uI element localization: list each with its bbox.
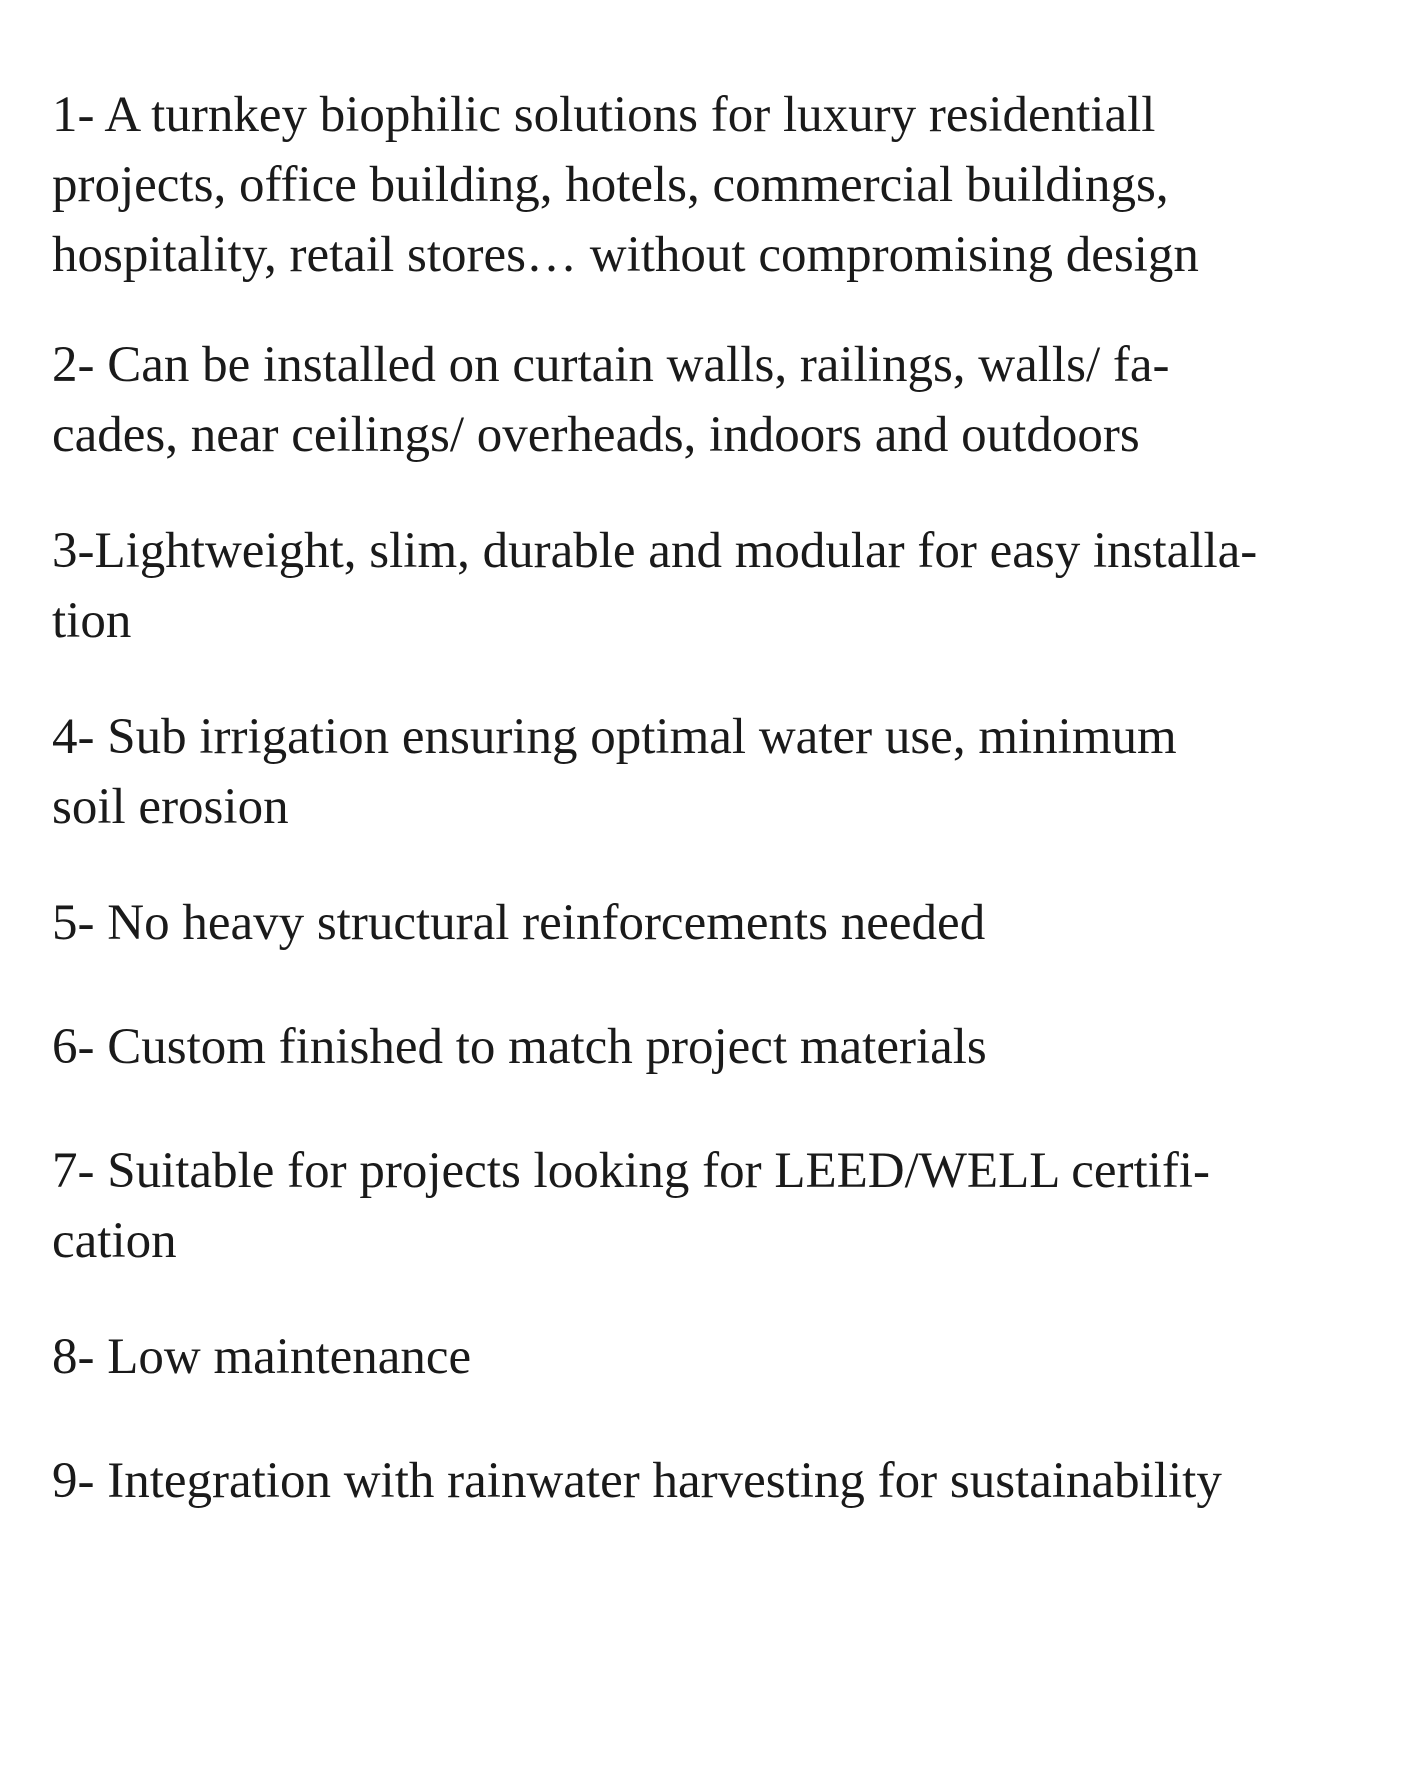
- feature-item-8: [52, 1322, 1372, 1392]
- feature-text-line: 6- Custom finished to match project materials: [52, 1019, 987, 1075]
- feature-item-4: [52, 702, 1372, 842]
- feature-item-5: [52, 888, 1372, 958]
- feature-item-1: [52, 80, 1372, 290]
- feature-text-line: 8- Low maintenance: [52, 1329, 472, 1385]
- feature-text-line: tion: [52, 593, 132, 649]
- feature-item-2: [52, 330, 1372, 470]
- feature-item-7: [52, 1136, 1372, 1276]
- feature-text-line: 9- Integration with rainwater harvesting for sustainability: [52, 1453, 1222, 1509]
- feature-text-line: hospitality, retail stores… without compromising design: [52, 227, 1199, 283]
- feature-text-line: 4- Sub irrigation ensuring optimal water use, minimum: [52, 709, 1177, 765]
- feature-item-6: [52, 1012, 1372, 1082]
- feature-text-line: 5- No heavy structural reinforcements needed: [52, 895, 986, 951]
- feature-item-9: [52, 1446, 1372, 1516]
- feature-text-line: soil erosion: [52, 779, 289, 835]
- feature-text-line: 1- A turnkey biophilic solutions for luxury residentiall: [52, 87, 1156, 143]
- feature-text-line: 3-Lightweight, slim, durable and modular for easy installa-: [52, 523, 1258, 579]
- feature-text-line: projects, office building, hotels, commercial buildings,: [52, 157, 1169, 213]
- feature-text-line: cades, near ceilings/ overheads, indoors and outdoors: [52, 407, 1140, 463]
- feature-text-line: 7- Suitable for projects looking for LEED/WELL certifi-: [52, 1143, 1210, 1199]
- feature-text-line: 2- Can be installed on curtain walls, railings, walls/ fa-: [52, 337, 1170, 393]
- feature-text-line: cation: [52, 1213, 177, 1269]
- feature-item-3: [52, 516, 1372, 656]
